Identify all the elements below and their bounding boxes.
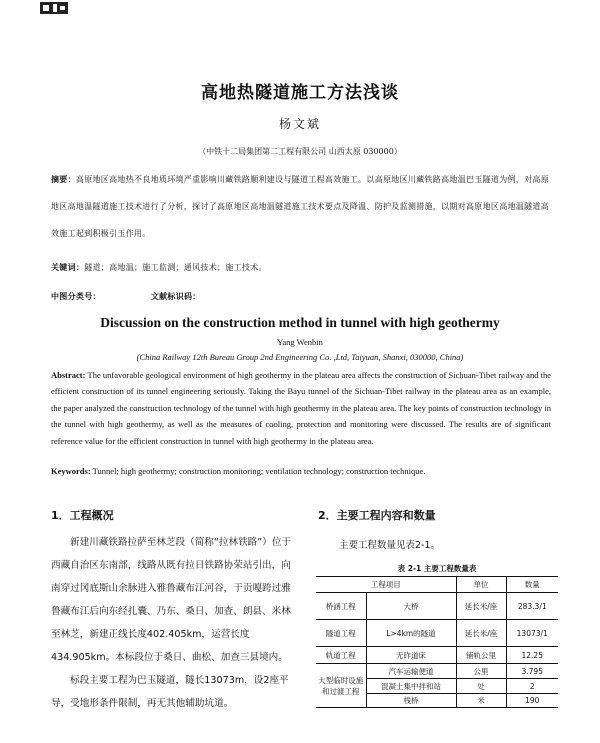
abstract-label-en: Abstract: <box>51 370 86 380</box>
table-header-cell: 数量 <box>506 577 558 593</box>
table-cell: 汽车运输便道 <box>366 664 456 679</box>
abstract-label-cn: 摘要： <box>51 175 76 184</box>
table-cell: 公里 <box>456 664 506 679</box>
table-cell: 2 <box>506 679 558 694</box>
abstract-text-en: The unfavorable geological environment of high geothermy in the plateau area affects the construction of Sichuan-Tibet railway and the efficient construction of its tunnel engineering seriously. Taking the Bayu tunnel of the Sichuan-Tibet railway in the plateau area as an example, the paper analyzed the construction technology of the tunnel with high geothermy in the plateau area. The key points of construction technology in the tunnel with high geothermy, as well as the measures of cooling, protection and monitoring were discussed. The results are of significant reference value for the efficient construction in tunnel with high geothermy in the plateau area. <box>51 370 551 446</box>
table-cell: 铺轨公里 <box>456 647 506 664</box>
table-cell: 轨道工程 <box>316 647 366 664</box>
keywords-label-en: Keywords: <box>51 466 91 476</box>
table-header-row <box>316 577 558 593</box>
abstract-text-cn: 高原地区高地热不良地质环境严重影响川藏铁路顺利建设与隧道工程高效施工。以高原地区川藏铁路高地温巴玉隧道为例，对高原地区高地温隧道施工技术进行了分析，探讨了高原地区高地温隧道施工技术要点及降温、防护及监测措施，以期对高原地区高地温隧道高效施工起到积极引玉作用。 <box>51 175 549 238</box>
table-cell: 3.795 <box>506 664 558 679</box>
classification-line <box>51 283 551 310</box>
section1-paragraph: 标段主要工程为巴玉隧道，隧长13073m，设2座平导，受地形条件限制，再无其他辅助坑道。 <box>51 675 289 709</box>
table-cell: 190 <box>506 694 558 708</box>
affiliation-cn: （中铁十二局集团第二工程有限公司 山西太原 030000） <box>198 147 402 156</box>
doc-code-label-cn: 文献标识码： <box>150 292 201 301</box>
table-caption: 表 2-1 主要工程数量表 <box>397 564 477 573</box>
section2-heading: 2．主要工程内容和数量 <box>318 509 436 522</box>
table-cell: 延长米/座 <box>456 593 506 620</box>
table-cell: 无砟道床 <box>366 647 456 664</box>
section1-body <box>51 531 299 715</box>
table-row <box>316 664 558 679</box>
quantity-table <box>316 576 558 708</box>
table-cell: 283.3/1 <box>506 593 558 620</box>
journal-logo-icon <box>40 2 68 14</box>
table-cell: 大桥 <box>366 593 456 620</box>
keywords-label-cn: 关键词： <box>51 263 85 272</box>
affiliation-en: (China Railway 12th Bureau Group 2nd Engineering Co. ,Ltd, Taiyuan, Shanxi, 030000, China) <box>136 352 464 362</box>
keywords-cn <box>51 254 551 281</box>
table-cell: L>4km的隧道 <box>366 620 456 647</box>
table-row <box>316 593 558 620</box>
paper-title-en: Discussion on the construction method in tunnel with high geothermy <box>100 315 500 330</box>
table-row <box>316 620 558 647</box>
table-header-cell: 工程项目 <box>316 577 456 593</box>
paper-title-cn: 高地热隧道施工方法浅谈 <box>201 83 399 103</box>
keywords-text-cn: 隧道；高地温；施工监测；通风技术；施工技术。 <box>84 263 267 272</box>
section1-heading: 1．工程概况 <box>51 509 114 522</box>
table-cell: 延长米/座 <box>456 620 506 647</box>
author-en: Yang Wenbin <box>277 337 323 347</box>
table-cell: 13073/1 <box>506 620 558 647</box>
keywords-text-en: Tunnel; high geothermy; construction monitoring; ventilation technology; construction technique. <box>92 466 426 476</box>
keywords-en <box>51 463 551 479</box>
author-cn: 杨文斌 <box>278 117 321 131</box>
abstract-en <box>51 367 551 449</box>
table-cell: 混凝土集中拌和站 <box>366 679 456 694</box>
table-cell: 处 <box>456 679 506 694</box>
table-cell: 大型临时设施和过渡工程 <box>316 664 366 708</box>
abstract-cn <box>51 166 551 247</box>
table-cell: 12.25 <box>506 647 558 664</box>
clc-label-cn: 中图分类号： <box>51 292 101 301</box>
table-cell: 米 <box>456 694 506 708</box>
section1-paragraph: 新建川藏铁路拉萨至林芝段（简称“拉林铁路”）位于西藏自治区东南部，线路从既有拉日铁路协荣站引出，向南穿过冈底斯山余脉进入雅鲁藏布江河谷，于贡嘎跨过雅鲁藏布江后向东经扎囊、乃东、桑日、加查、朗县、米林至林芝，新建正线长度402.405km，运营长度434.905km。本标段位于桑日、曲松、加查三县境内。 <box>51 537 292 663</box>
table-cell: 隧道工程 <box>316 620 366 647</box>
table-cell: 栈桥 <box>366 694 456 708</box>
table-header-cell: 单位 <box>456 577 506 593</box>
table-cell: 桥涵工程 <box>316 593 366 620</box>
table-row <box>316 647 558 664</box>
section2-intro: 主要工程数量见表2-1。 <box>339 540 441 551</box>
